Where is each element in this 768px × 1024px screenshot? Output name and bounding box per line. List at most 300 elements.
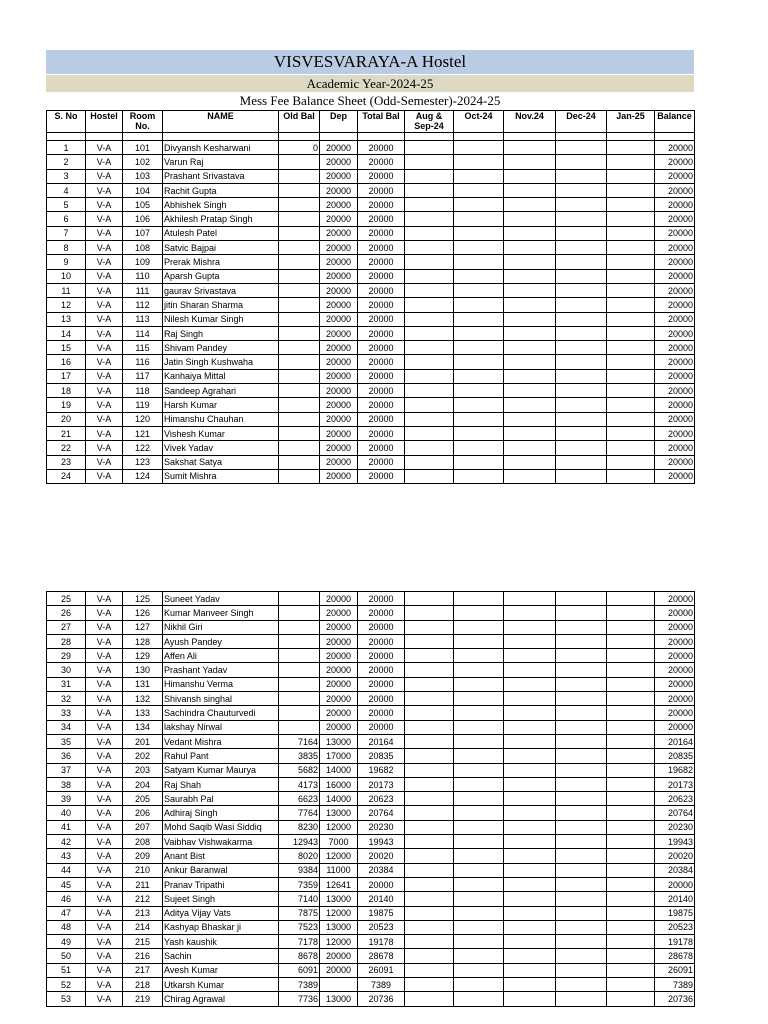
col-total-bal: Total Bal: [358, 111, 405, 133]
cell-hostel: V-A: [86, 720, 123, 734]
cell-room: 213: [123, 906, 163, 920]
cell-dep: 11000: [320, 863, 358, 877]
cell-balance: 20000: [655, 183, 695, 197]
cell-month-payment: [504, 592, 556, 606]
cell-month-payment: [607, 326, 655, 340]
cell-month-payment: [556, 963, 607, 977]
cell-dep: 20000: [320, 963, 358, 977]
cell-sno: 25: [47, 592, 86, 606]
sheet-title: Mess Fee Balance Sheet (Odd-Semester)-2024-25: [239, 93, 501, 108]
cell-sno: 3: [47, 169, 86, 183]
table-row: [47, 792, 695, 806]
cell-month-payment: [556, 398, 607, 412]
cell-month-payment: [607, 692, 655, 706]
cell-dep: 13000: [320, 992, 358, 1006]
cell-old-bal: 0: [279, 141, 320, 155]
cell-room: 124: [123, 469, 163, 483]
cell-month-payment: [607, 341, 655, 355]
cell-sno: 36: [47, 749, 86, 763]
cell-month-payment: [607, 763, 655, 777]
cell-name: Prerak Mishra: [163, 255, 279, 269]
cell-total-bal: 20000: [358, 312, 405, 326]
cell-dep: 13000: [320, 734, 358, 748]
cell-hostel: V-A: [86, 749, 123, 763]
cell-total-bal: 20000: [358, 649, 405, 663]
cell-balance: 28678: [655, 949, 695, 963]
table-row: [47, 649, 695, 663]
cell-old-bal: [279, 592, 320, 606]
cell-name: Satvic Bajpai: [163, 241, 279, 255]
cell-total-bal: 20000: [358, 198, 405, 212]
cell-month-payment: [556, 763, 607, 777]
cell-month-payment: [504, 441, 556, 455]
cell-old-bal: 8678: [279, 949, 320, 963]
table-row: [47, 877, 695, 891]
cell-old-bal: [279, 226, 320, 240]
cell-month-payment: [556, 592, 607, 606]
cell-month-payment: [454, 792, 504, 806]
cell-month-payment: [405, 935, 454, 949]
cell-balance: 20000: [655, 469, 695, 483]
cell-dep: 20000: [320, 226, 358, 240]
cell-sno: 28: [47, 634, 86, 648]
cell-month-payment: [556, 326, 607, 340]
cell-total-bal: 20000: [358, 384, 405, 398]
cell-hostel: V-A: [86, 312, 123, 326]
header-row: [47, 111, 695, 133]
cell-hostel: V-A: [86, 949, 123, 963]
cell-balance: 20000: [655, 198, 695, 212]
cell-total-bal: 20020: [358, 849, 405, 863]
cell-balance: 20000: [655, 706, 695, 720]
cell-month-payment: [405, 241, 454, 255]
cell-name: Saurabh Pal: [163, 792, 279, 806]
cell-old-bal: 7764: [279, 806, 320, 820]
cell-total-bal: 20000: [358, 706, 405, 720]
cell-total-bal: 20384: [358, 863, 405, 877]
cell-room: 112: [123, 298, 163, 312]
cell-total-bal: 20000: [358, 341, 405, 355]
cell-month-payment: [607, 677, 655, 691]
cell-dep: 20000: [320, 384, 358, 398]
cell-month-payment: [405, 963, 454, 977]
cell-name: Shivansh singhal: [163, 692, 279, 706]
cell-month-payment: [556, 426, 607, 440]
cell-hostel: V-A: [86, 412, 123, 426]
cell-sno: 7: [47, 226, 86, 240]
cell-room: 217: [123, 963, 163, 977]
cell-month-payment: [405, 892, 454, 906]
cell-month-payment: [504, 312, 556, 326]
cell-total-bal: 20000: [358, 326, 405, 340]
cell-total-bal: 20000: [358, 592, 405, 606]
cell-balance: 20384: [655, 863, 695, 877]
table-row: [47, 183, 695, 197]
cell-month-payment: [454, 806, 504, 820]
cell-room: 205: [123, 792, 163, 806]
cell-hostel: V-A: [86, 663, 123, 677]
cell-month-payment: [556, 369, 607, 383]
cell-hostel: V-A: [86, 455, 123, 469]
cell-hostel: V-A: [86, 978, 123, 992]
cell-month-payment: [405, 849, 454, 863]
cell-month-payment: [607, 920, 655, 934]
cell-month-payment: [454, 734, 504, 748]
cell-month-payment: [607, 877, 655, 891]
cell-month-payment: [454, 592, 504, 606]
cell-hostel: V-A: [86, 384, 123, 398]
cell-month-payment: [504, 820, 556, 834]
cell-dep: 20000: [320, 155, 358, 169]
cell-month-payment: [504, 849, 556, 863]
cell-month-payment: [607, 863, 655, 877]
cell-balance: 20000: [655, 677, 695, 691]
cell-month-payment: [405, 441, 454, 455]
cell-month-payment: [405, 692, 454, 706]
cell-old-bal: 5682: [279, 763, 320, 777]
cell-dep: 20000: [320, 663, 358, 677]
cell-month-payment: [607, 312, 655, 326]
cell-name: Shivam Pandey: [163, 341, 279, 355]
cell-old-bal: 7875: [279, 906, 320, 920]
cell-room: 208: [123, 835, 163, 849]
cell-room: 211: [123, 877, 163, 891]
cell-sno: 44: [47, 863, 86, 877]
cell-total-bal: 20000: [358, 226, 405, 240]
cell-name: Varun Raj: [163, 155, 279, 169]
cell-balance: 20000: [655, 412, 695, 426]
cell-month-payment: [504, 963, 556, 977]
cell-month-payment: [405, 412, 454, 426]
cell-month-payment: [454, 649, 504, 663]
cell-total-bal: 20000: [358, 455, 405, 469]
cell-old-bal: 12943: [279, 835, 320, 849]
cell-total-bal: 20835: [358, 749, 405, 763]
cell-dep: 14000: [320, 792, 358, 806]
cell-month-payment: [454, 949, 504, 963]
cell-month-payment: [454, 920, 504, 934]
cell-room: 125: [123, 592, 163, 606]
cell-dep: 20000: [320, 592, 358, 606]
cell-old-bal: 4173: [279, 777, 320, 791]
cell-month-payment: [405, 792, 454, 806]
cell-total-bal: 20000: [358, 141, 405, 155]
cell-month-payment: [556, 806, 607, 820]
cell-month-payment: [556, 255, 607, 269]
cell-room: 210: [123, 863, 163, 877]
cell-sno: 46: [47, 892, 86, 906]
table-row: [47, 835, 695, 849]
cell-name: Harsh Kumar: [163, 398, 279, 412]
cell-sno: 17: [47, 369, 86, 383]
empty-cell: [358, 133, 405, 141]
cell-dep: 20000: [320, 198, 358, 212]
cell-sno: 23: [47, 455, 86, 469]
cell-month-payment: [504, 734, 556, 748]
col-jan: Jan-25: [607, 111, 655, 133]
table-row: [47, 241, 695, 255]
cell-balance: 20764: [655, 806, 695, 820]
cell-total-bal: 20000: [358, 606, 405, 620]
cell-old-bal: [279, 183, 320, 197]
cell-room: 113: [123, 312, 163, 326]
cell-month-payment: [556, 384, 607, 398]
cell-hostel: V-A: [86, 763, 123, 777]
cell-room: 218: [123, 978, 163, 992]
cell-sno: 38: [47, 777, 86, 791]
cell-old-bal: [279, 720, 320, 734]
cell-month-payment: [454, 212, 504, 226]
table-row: [47, 198, 695, 212]
cell-room: 133: [123, 706, 163, 720]
cell-month-payment: [454, 283, 504, 297]
cell-balance: 20000: [655, 326, 695, 340]
cell-hostel: V-A: [86, 183, 123, 197]
cell-dep: 20000: [320, 649, 358, 663]
cell-month-payment: [607, 806, 655, 820]
empty-cell: [163, 133, 279, 141]
cell-old-bal: 6623: [279, 792, 320, 806]
cell-dep: 20000: [320, 255, 358, 269]
cell-name: Aparsh Gupta: [163, 269, 279, 283]
cell-room: 106: [123, 212, 163, 226]
cell-sno: 2: [47, 155, 86, 169]
cell-month-payment: [607, 269, 655, 283]
cell-month-payment: [607, 849, 655, 863]
cell-sno: 9: [47, 255, 86, 269]
cell-room: 202: [123, 749, 163, 763]
cell-month-payment: [454, 355, 504, 369]
cell-month-payment: [504, 169, 556, 183]
cell-dep: 20000: [320, 620, 358, 634]
cell-hostel: V-A: [86, 620, 123, 634]
empty-cell: [86, 133, 123, 141]
cell-room: 108: [123, 241, 163, 255]
col-dep: Dep: [320, 111, 358, 133]
cell-name: Avesh Kumar: [163, 963, 279, 977]
cell-month-payment: [556, 820, 607, 834]
table-row: [47, 469, 695, 483]
cell-month-payment: [504, 255, 556, 269]
cell-room: 204: [123, 777, 163, 791]
cell-balance: 20000: [655, 283, 695, 297]
cell-month-payment: [556, 706, 607, 720]
cell-old-bal: [279, 384, 320, 398]
cell-old-bal: [279, 620, 320, 634]
cell-sno: 32: [47, 692, 86, 706]
cell-old-bal: [279, 441, 320, 455]
cell-balance: 20000: [655, 212, 695, 226]
cell-sno: 45: [47, 877, 86, 891]
cell-old-bal: [279, 706, 320, 720]
table-row: [47, 269, 695, 283]
cell-sno: 41: [47, 820, 86, 834]
cell-month-payment: [504, 212, 556, 226]
table-row: [47, 283, 695, 297]
cell-dep: 20000: [320, 212, 358, 226]
cell-month-payment: [556, 835, 607, 849]
cell-month-payment: [607, 634, 655, 648]
cell-month-payment: [405, 920, 454, 934]
cell-month-payment: [405, 720, 454, 734]
empty-cell: [607, 133, 655, 141]
cell-total-bal: 20000: [358, 369, 405, 383]
cell-sno: 49: [47, 935, 86, 949]
cell-room: 102: [123, 155, 163, 169]
cell-total-bal: 20000: [358, 469, 405, 483]
cell-hostel: V-A: [86, 355, 123, 369]
cell-name: Abhishek Singh: [163, 198, 279, 212]
cell-old-bal: [279, 649, 320, 663]
empty-cell: [320, 133, 358, 141]
cell-balance: 20000: [655, 663, 695, 677]
cell-dep: 20000: [320, 183, 358, 197]
cell-month-payment: [504, 877, 556, 891]
cell-month-payment: [454, 412, 504, 426]
cell-old-bal: [279, 283, 320, 297]
cell-total-bal: 20000: [358, 269, 405, 283]
cell-month-payment: [556, 692, 607, 706]
cell-old-bal: [279, 169, 320, 183]
cell-balance: 20736: [655, 992, 695, 1006]
table-row: [47, 212, 695, 226]
cell-total-bal: 20173: [358, 777, 405, 791]
col-room: Room No.: [123, 111, 163, 133]
cell-hostel: V-A: [86, 198, 123, 212]
cell-balance: 19682: [655, 763, 695, 777]
cell-room: 105: [123, 198, 163, 212]
table-row: [47, 706, 695, 720]
cell-total-bal: 20000: [358, 677, 405, 691]
cell-total-bal: 20000: [358, 412, 405, 426]
cell-month-payment: [556, 269, 607, 283]
cell-dep: 20000: [320, 426, 358, 440]
cell-month-payment: [454, 906, 504, 920]
cell-hostel: V-A: [86, 269, 123, 283]
cell-room: 219: [123, 992, 163, 1006]
cell-month-payment: [607, 706, 655, 720]
cell-total-bal: 20764: [358, 806, 405, 820]
cell-month-payment: [504, 692, 556, 706]
cell-month-payment: [556, 992, 607, 1006]
cell-room: 117: [123, 369, 163, 383]
cell-month-payment: [607, 749, 655, 763]
cell-hostel: V-A: [86, 426, 123, 440]
cell-month-payment: [504, 620, 556, 634]
cell-month-payment: [454, 141, 504, 155]
cell-month-payment: [405, 677, 454, 691]
cell-month-payment: [454, 183, 504, 197]
cell-room: 111: [123, 283, 163, 297]
cell-sno: 21: [47, 426, 86, 440]
cell-month-payment: [405, 269, 454, 283]
cell-month-payment: [504, 469, 556, 483]
cell-month-payment: [454, 835, 504, 849]
empty-cell: [405, 133, 454, 141]
cell-dep: 17000: [320, 749, 358, 763]
cell-old-bal: 7523: [279, 920, 320, 934]
cell-balance: 20000: [655, 169, 695, 183]
empty-cell: [454, 133, 504, 141]
cell-balance: 20000: [655, 455, 695, 469]
cell-month-payment: [556, 212, 607, 226]
cell-month-payment: [556, 355, 607, 369]
cell-old-bal: [279, 606, 320, 620]
cell-month-payment: [405, 606, 454, 620]
cell-room: 103: [123, 169, 163, 183]
cell-month-payment: [405, 649, 454, 663]
table-row: [47, 820, 695, 834]
cell-sno: 50: [47, 949, 86, 963]
cell-name: Vaibhav Vishwakarma: [163, 835, 279, 849]
cell-hostel: V-A: [86, 777, 123, 791]
cell-month-payment: [504, 283, 556, 297]
cell-month-payment: [607, 820, 655, 834]
cell-total-bal: 19943: [358, 835, 405, 849]
cell-balance: 20000: [655, 226, 695, 240]
cell-month-payment: [504, 906, 556, 920]
cell-balance: 20000: [655, 341, 695, 355]
table-row: [47, 906, 695, 920]
cell-month-payment: [504, 326, 556, 340]
cell-sno: 13: [47, 312, 86, 326]
cell-room: 126: [123, 606, 163, 620]
cell-dep: 12000: [320, 820, 358, 834]
cell-month-payment: [607, 720, 655, 734]
cell-month-payment: [504, 892, 556, 906]
cell-month-payment: [556, 663, 607, 677]
cell-dep: 14000: [320, 763, 358, 777]
cell-name: Rachit Gupta: [163, 183, 279, 197]
cell-dep: 20000: [320, 692, 358, 706]
cell-name: Prashant Srivastava: [163, 169, 279, 183]
table-row: [47, 298, 695, 312]
cell-room: 107: [123, 226, 163, 240]
table-row: [47, 663, 695, 677]
cell-dep: 20000: [320, 455, 358, 469]
table-row: [47, 892, 695, 906]
cell-old-bal: [279, 412, 320, 426]
cell-old-bal: [279, 692, 320, 706]
cell-name: Suneet Yadav: [163, 592, 279, 606]
cell-month-payment: [405, 355, 454, 369]
cell-total-bal: 28678: [358, 949, 405, 963]
empty-cell: [655, 133, 695, 141]
cell-balance: 20000: [655, 255, 695, 269]
cell-total-bal: 19682: [358, 763, 405, 777]
table-row: [47, 412, 695, 426]
cell-month-payment: [405, 949, 454, 963]
cell-dep: 12000: [320, 849, 358, 863]
cell-dep: 20000: [320, 677, 358, 691]
cell-name: Nilesh Kumar Singh: [163, 312, 279, 326]
cell-sno: 30: [47, 663, 86, 677]
cell-month-payment: [454, 663, 504, 677]
table-row: [47, 312, 695, 326]
cell-month-payment: [556, 849, 607, 863]
cell-hostel: V-A: [86, 155, 123, 169]
academic-year: Academic Year-2024-25: [46, 75, 694, 92]
cell-room: 118: [123, 384, 163, 398]
cell-room: 114: [123, 326, 163, 340]
cell-month-payment: [556, 183, 607, 197]
cell-dep: 20000: [320, 326, 358, 340]
cell-month-payment: [607, 283, 655, 297]
cell-old-bal: [279, 398, 320, 412]
cell-hostel: V-A: [86, 226, 123, 240]
cell-month-payment: [504, 298, 556, 312]
cell-balance: 20000: [655, 155, 695, 169]
